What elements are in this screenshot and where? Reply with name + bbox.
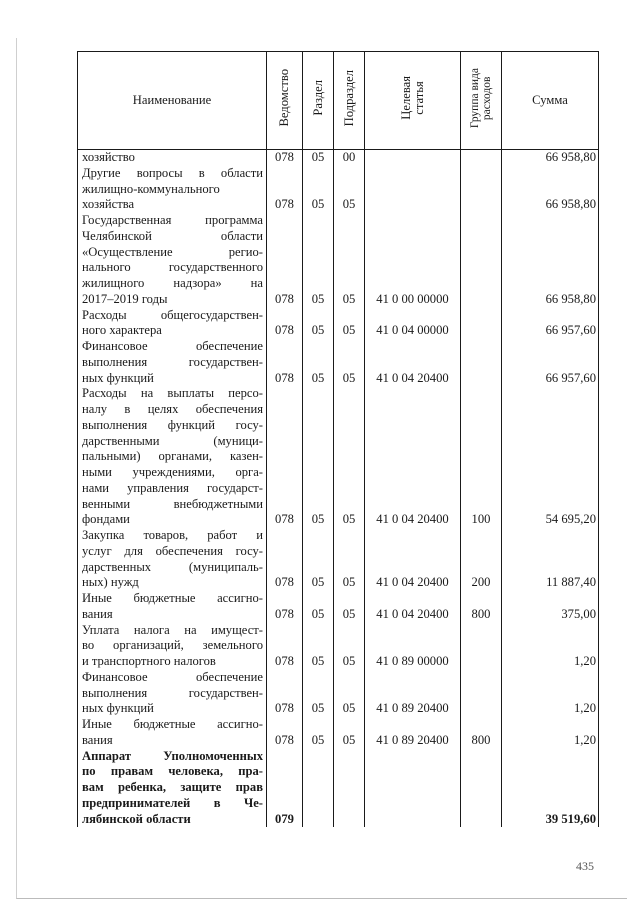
table-row	[78, 339, 599, 386]
row-department: 078	[267, 339, 303, 386]
row-name-line: по правам человека, пра-	[82, 764, 263, 779]
row-department: 078	[267, 591, 303, 623]
row-subsection: 05	[334, 670, 365, 717]
row-department: 078	[267, 150, 303, 166]
row-sum: 66 958,80	[502, 150, 599, 166]
row-department: 078	[267, 386, 303, 528]
row-name	[78, 591, 267, 623]
row-subsection: 05	[334, 717, 365, 749]
table-row	[78, 213, 599, 308]
row-sum: 66 958,80	[502, 213, 599, 308]
row-name-line: «Осуществление регио-	[82, 244, 263, 259]
row-name-line: ного характера	[82, 323, 162, 338]
page-number: 435	[576, 859, 594, 873]
table-header-row	[78, 52, 599, 150]
row-name	[78, 339, 267, 386]
table-row	[78, 670, 599, 717]
row-target	[365, 749, 461, 828]
row-target: 41 0 04 20400	[365, 386, 461, 528]
row-name-line: нами управления государст-	[82, 480, 263, 495]
row-subsection: 00	[334, 150, 365, 166]
row-sum: 11 887,40	[502, 528, 599, 591]
row-name-line: ных функций	[82, 701, 154, 716]
row-name-line: 2017–2019 годы	[82, 291, 168, 306]
table-row	[78, 308, 599, 340]
row-name	[78, 166, 267, 213]
table-row	[78, 623, 599, 670]
table-row	[78, 717, 599, 749]
budget-table	[77, 51, 599, 827]
row-name-line: Закупка товаров, работ и	[82, 528, 263, 542]
row-name-line: Финансовое обеспечение	[82, 339, 263, 353]
row-section: 05	[303, 213, 334, 308]
row-name-line: венными внебюджетными	[82, 496, 263, 511]
row-expense-group	[461, 213, 502, 308]
row-expense-group	[461, 749, 502, 828]
row-expense-group	[461, 308, 502, 340]
row-section: 05	[303, 717, 334, 749]
table-row	[78, 591, 599, 623]
row-name-line: предпринимателей в Че-	[82, 795, 263, 810]
row-name-line: Уплата налога на имущест-	[82, 622, 263, 637]
row-target: 41 0 89 20400	[365, 670, 461, 717]
row-department: 078	[267, 213, 303, 308]
row-name	[78, 386, 267, 528]
row-name-line: выполнения государствен-	[82, 685, 263, 700]
table-row	[78, 386, 599, 528]
row-name	[78, 150, 267, 166]
header-name: Наименование	[78, 52, 267, 150]
row-section	[303, 749, 334, 828]
row-name-line: вам ребенка, защите прав	[82, 780, 263, 794]
row-section: 05	[303, 670, 334, 717]
row-target: 41 0 04 20400	[365, 339, 461, 386]
row-department: 078	[267, 308, 303, 340]
row-subsection: 05	[334, 528, 365, 591]
row-expense-group	[461, 150, 502, 166]
row-name-line: ных) нужд	[82, 575, 139, 590]
row-expense-group: 100	[461, 386, 502, 528]
row-subsection: 05	[334, 166, 365, 213]
row-target: 41 0 00 00000	[365, 213, 461, 308]
row-section: 05	[303, 308, 334, 340]
row-name-line: жилищно-коммунального	[82, 181, 220, 196]
row-target: 41 0 04 20400	[365, 528, 461, 591]
row-subsection: 05	[334, 386, 365, 528]
row-expense-group	[461, 166, 502, 213]
row-subsection: 05	[334, 308, 365, 340]
row-name-line: дарственных (муниципаль-	[82, 559, 263, 574]
row-name-line: Иные бюджетные ассигно-	[82, 717, 263, 731]
row-name-line: Расходы общегосударствен-	[82, 307, 263, 322]
row-name-line: Аппарат Уполномоченных	[82, 748, 263, 763]
row-section: 05	[303, 339, 334, 386]
row-name	[78, 717, 267, 749]
row-sum: 1,20	[502, 670, 599, 717]
header-sum: Сумма	[502, 52, 599, 150]
row-sum: 1,20	[502, 717, 599, 749]
row-department: 078	[267, 166, 303, 213]
row-name-line: Финансовое обеспечение	[82, 669, 263, 684]
row-name-line: вания	[82, 732, 113, 747]
row-name-line: Расходы на выплаты персо-	[82, 386, 263, 401]
row-name	[78, 528, 267, 591]
row-name	[78, 749, 267, 828]
row-target: 41 0 89 20400	[365, 717, 461, 749]
row-name	[78, 213, 267, 308]
row-sum: 66 958,80	[502, 166, 599, 213]
table-row	[78, 166, 599, 213]
row-section: 05	[303, 623, 334, 670]
row-section: 05	[303, 591, 334, 623]
row-expense-group	[461, 670, 502, 717]
row-department: 079	[267, 749, 303, 828]
header-department: Ведомство	[267, 52, 303, 150]
row-subsection: 05	[334, 213, 365, 308]
row-name-line: Государственная программа	[82, 213, 263, 227]
row-department: 078	[267, 528, 303, 591]
row-section: 05	[303, 386, 334, 528]
row-expense-group: 800	[461, 717, 502, 749]
row-name-line: ных функций	[82, 370, 154, 385]
row-section: 05	[303, 150, 334, 166]
row-department: 078	[267, 717, 303, 749]
row-sum: 39 519,60	[502, 749, 599, 828]
row-department: 078	[267, 623, 303, 670]
row-name-line: Челябинской области	[82, 228, 263, 243]
row-sum: 375,00	[502, 591, 599, 623]
header-subsection: Подраздел	[334, 52, 365, 150]
row-name-line: Иные бюджетные ассигно-	[82, 591, 263, 605]
header-section: Раздел	[303, 52, 334, 150]
row-name-line: налу в целях обеспечения	[82, 402, 263, 416]
row-name-line: хозяйства	[82, 197, 135, 212]
row-name-line: во организаций, земельного	[82, 638, 263, 653]
row-name-line: выполнения функций госу-	[82, 417, 263, 432]
row-target	[365, 150, 461, 166]
row-name-line: хозяйство	[82, 150, 135, 164]
row-name-line: фондами	[82, 512, 130, 527]
row-expense-group: 200	[461, 528, 502, 591]
table-row	[78, 150, 599, 166]
row-name	[78, 670, 267, 717]
row-name-line: вания	[82, 606, 113, 621]
row-name-line: выполнения государствен-	[82, 354, 263, 369]
row-expense-group: 800	[461, 591, 502, 623]
row-name-line: услуг для обеспечения госу-	[82, 543, 263, 558]
row-name-line: лябинской области	[82, 811, 191, 826]
table-row	[78, 528, 599, 591]
row-name	[78, 308, 267, 340]
row-name-line: ными учреждениями, орга-	[82, 465, 263, 479]
row-name-line: нального государственного	[82, 260, 263, 275]
table-row	[78, 749, 599, 828]
row-subsection: 05	[334, 591, 365, 623]
row-sum: 66 957,60	[502, 339, 599, 386]
row-subsection	[334, 749, 365, 828]
header-expense-group: Группа вида расходов	[461, 52, 502, 150]
row-subsection: 05	[334, 339, 365, 386]
row-sum: 1,20	[502, 623, 599, 670]
row-expense-group	[461, 623, 502, 670]
row-name-line: и транспортного налогов	[82, 654, 216, 668]
table-body	[78, 150, 599, 828]
row-section: 05	[303, 528, 334, 591]
header-target: Целевая статья	[365, 52, 461, 150]
row-target: 41 0 04 00000	[365, 308, 461, 340]
row-department: 078	[267, 670, 303, 717]
row-subsection: 05	[334, 623, 365, 670]
row-expense-group	[461, 339, 502, 386]
row-section: 05	[303, 166, 334, 213]
row-sum: 66 957,60	[502, 308, 599, 340]
row-name-line: пальными) органами, казен-	[82, 449, 263, 464]
row-sum: 54 695,20	[502, 386, 599, 528]
row-name-line: жилищного надзора» на	[82, 276, 263, 290]
row-name	[78, 623, 267, 670]
row-name-line: дарственными (муници-	[82, 433, 263, 448]
row-target: 41 0 89 00000	[365, 623, 461, 670]
row-target: 41 0 04 20400	[365, 591, 461, 623]
row-target	[365, 166, 461, 213]
row-name-line: Другие вопросы в области	[82, 165, 263, 180]
